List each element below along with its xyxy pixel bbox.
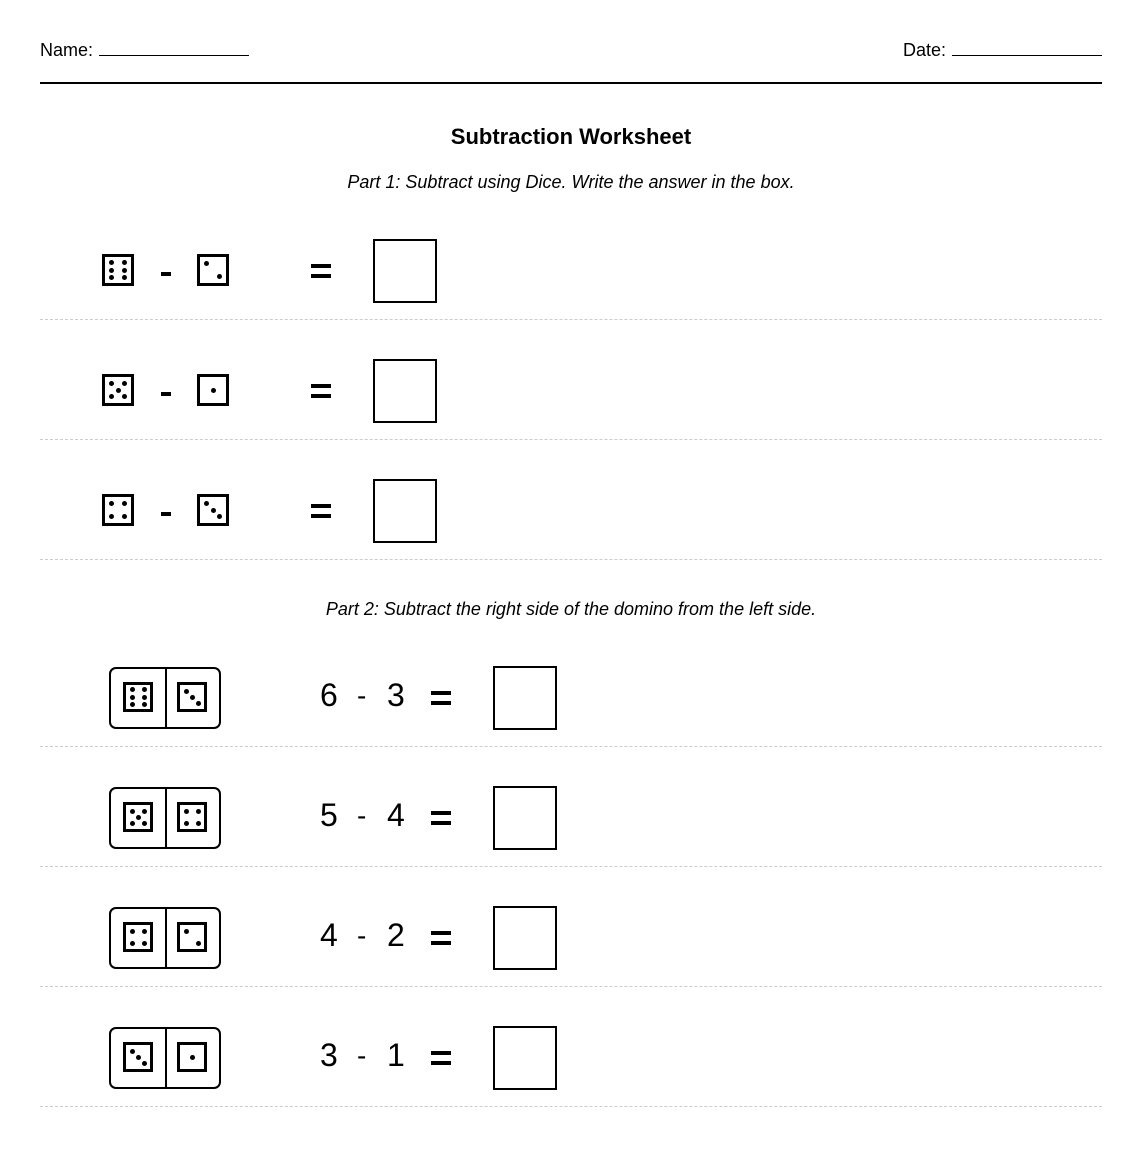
pip-dot xyxy=(130,687,135,692)
pip-dot xyxy=(122,501,127,506)
pip-dot xyxy=(196,941,201,946)
part2-instruction: Part 2: Subtract the right side of the domino from the left side. xyxy=(325,599,817,619)
domino-divider xyxy=(165,789,167,847)
answer-box[interactable] xyxy=(493,906,557,970)
equals-icon xyxy=(311,264,331,278)
answer-box[interactable] xyxy=(493,786,557,850)
page-title: Subtraction Worksheet xyxy=(450,124,692,149)
domino-icon xyxy=(109,787,221,849)
answer-box[interactable] xyxy=(493,666,557,730)
pip-dot xyxy=(109,268,114,273)
pip-dot xyxy=(136,1055,141,1060)
pip-dot xyxy=(190,1055,195,1060)
pip-dot xyxy=(130,821,135,826)
pip-dot xyxy=(204,501,209,506)
pip-dot xyxy=(130,929,135,934)
domino-divider xyxy=(165,909,167,967)
minus-sign: - xyxy=(357,680,367,711)
equals-icon xyxy=(311,384,331,398)
minus-icon xyxy=(161,512,171,516)
die-face-1-icon xyxy=(197,374,229,406)
pip-dot xyxy=(211,508,216,513)
pip-dot xyxy=(109,260,114,265)
left-number: 6 xyxy=(320,677,338,713)
die-face-4-icon xyxy=(123,922,153,952)
right-number: 2 xyxy=(387,917,405,953)
pip-dot xyxy=(122,268,127,273)
domino-divider xyxy=(165,669,167,727)
part2-problem-row xyxy=(40,866,1102,987)
pip-dot xyxy=(184,809,189,814)
pip-dot xyxy=(211,388,216,393)
pip-dot xyxy=(109,275,114,280)
domino-divider xyxy=(165,1029,167,1087)
pip-dot xyxy=(122,514,127,519)
equals-icon xyxy=(431,931,451,945)
pip-dot xyxy=(122,394,127,399)
die-face-1-icon xyxy=(177,1042,207,1072)
minus-icon xyxy=(161,392,171,396)
right-number: 3 xyxy=(387,677,405,713)
pip-dot xyxy=(130,695,135,700)
pip-dot xyxy=(142,929,147,934)
pip-dot xyxy=(204,261,209,266)
die-face-2-icon xyxy=(197,254,229,286)
pip-dot xyxy=(142,687,147,692)
pip-dot xyxy=(116,388,121,393)
equals-icon xyxy=(311,504,331,518)
left-number: 5 xyxy=(320,797,338,833)
pip-dot xyxy=(142,1061,147,1066)
pip-dot xyxy=(196,821,201,826)
pip-dot xyxy=(130,1049,135,1054)
date-blank-line[interactable] xyxy=(952,41,1102,56)
die-face-6-icon xyxy=(123,682,153,712)
pip-dot xyxy=(142,702,147,707)
part2-problem-row xyxy=(40,746,1102,867)
part2-problem-row xyxy=(40,986,1102,1107)
left-number: 3 xyxy=(320,1037,338,1073)
answer-box[interactable] xyxy=(373,479,437,543)
minus-sign: - xyxy=(357,920,367,951)
die-face-3-icon xyxy=(177,682,207,712)
equals-icon xyxy=(431,691,451,705)
date-field[interactable] xyxy=(903,40,1102,61)
part1-problem-row xyxy=(40,319,1102,440)
answer-box[interactable] xyxy=(373,359,437,423)
pip-dot xyxy=(196,701,201,706)
pip-dot xyxy=(142,809,147,814)
pip-dot xyxy=(130,809,135,814)
part1-instruction: Part 1: Subtract using Dice. Write the answer in the box. xyxy=(347,172,795,192)
part1-problem-row xyxy=(40,439,1102,560)
pip-dot xyxy=(217,274,222,279)
domino-icon xyxy=(109,907,221,969)
pip-dot xyxy=(130,941,135,946)
date-label: Date: xyxy=(902,40,946,60)
pip-dot xyxy=(217,514,222,519)
pip-dot xyxy=(109,381,114,386)
part2-problem-row xyxy=(40,626,1102,747)
domino-icon xyxy=(109,1027,221,1089)
pip-dot xyxy=(136,815,141,820)
pip-dot xyxy=(109,501,114,506)
equals-icon xyxy=(431,811,451,825)
minus-sign: - xyxy=(357,800,367,831)
pip-dot xyxy=(109,394,114,399)
right-number: 4 xyxy=(387,797,405,833)
pip-dot xyxy=(184,821,189,826)
answer-box[interactable] xyxy=(493,1026,557,1090)
pip-dot xyxy=(122,275,127,280)
name-blank-line[interactable] xyxy=(99,41,249,56)
pip-dot xyxy=(122,260,127,265)
right-number: 1 xyxy=(387,1037,405,1073)
die-face-5-icon xyxy=(102,374,134,406)
pip-dot xyxy=(122,381,127,386)
minus-icon xyxy=(161,272,171,276)
die-face-2-icon xyxy=(177,922,207,952)
die-face-5-icon xyxy=(123,802,153,832)
pip-dot xyxy=(109,514,114,519)
pip-dot xyxy=(184,689,189,694)
die-face-3-icon xyxy=(123,1042,153,1072)
die-face-3-icon xyxy=(197,494,229,526)
die-face-6-icon xyxy=(102,254,134,286)
equals-icon xyxy=(431,1051,451,1065)
part1-problem-row xyxy=(40,199,1102,320)
name-field[interactable] xyxy=(40,40,249,61)
pip-dot xyxy=(184,929,189,934)
left-number: 4 xyxy=(320,917,338,953)
answer-box[interactable] xyxy=(373,239,437,303)
domino-icon xyxy=(109,667,221,729)
name-label: Name: xyxy=(40,40,94,60)
die-face-4-icon xyxy=(102,494,134,526)
die-face-4-icon xyxy=(177,802,207,832)
pip-dot xyxy=(130,702,135,707)
pip-dot xyxy=(142,821,147,826)
pip-dot xyxy=(142,695,147,700)
pip-dot xyxy=(142,941,147,946)
minus-sign: - xyxy=(357,1040,367,1071)
pip-dot xyxy=(190,695,195,700)
worksheet-header xyxy=(40,38,1102,84)
pip-dot xyxy=(196,809,201,814)
